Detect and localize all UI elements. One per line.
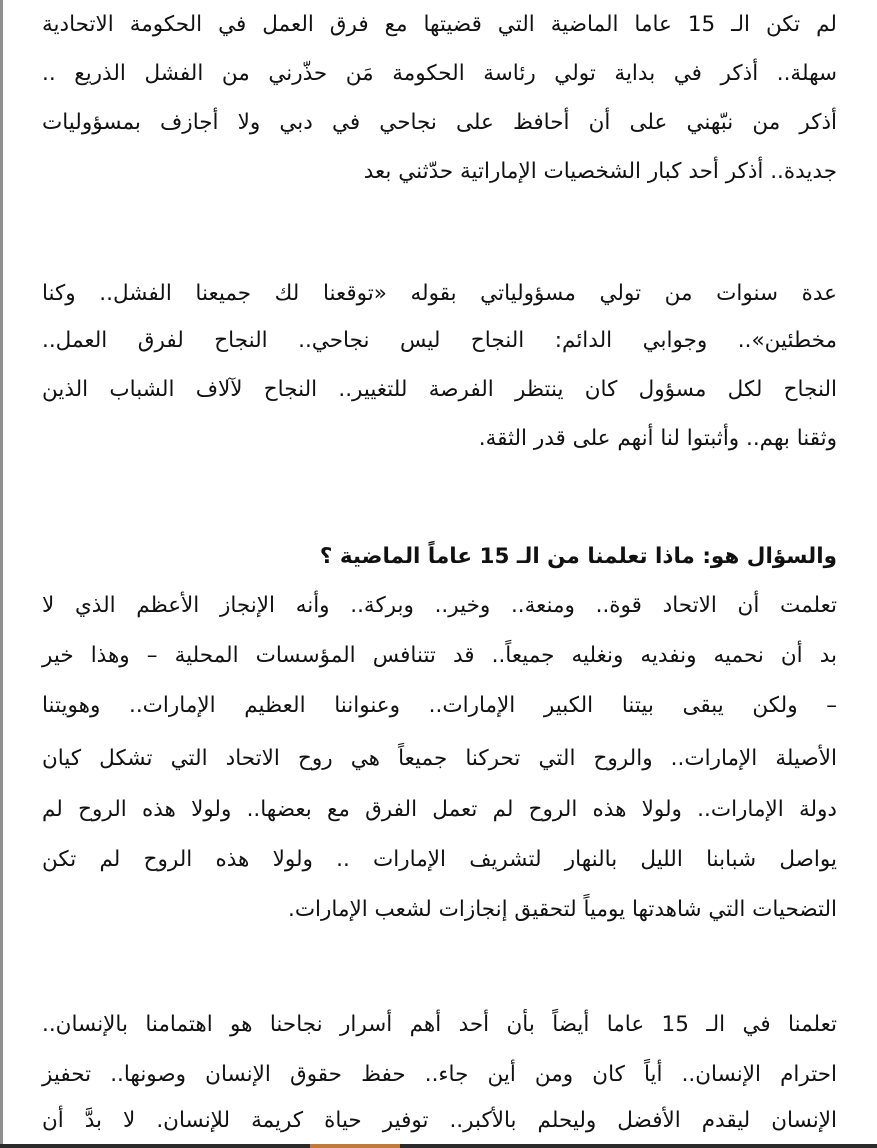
paragraph-1-line-4: جديدة.. أذكر أحد كبار الشخصيات الإماراتية حدّثني بعد [363, 159, 837, 184]
paragraph-3-line-4: الأصيلة الإمارات.. والروح التي تحركنا جميعاً هي روح الاتحاد التي تشكل كيان [42, 746, 837, 771]
scroll-progress-indicator[interactable] [310, 1144, 400, 1148]
paragraph-4-line-2: احترام الإنسان.. أياً كان ومن أين جاء.. حفظ حقوق الإنسان وصونها.. تحفيز [42, 1062, 837, 1087]
paragraph-4-line-3: الإنسان ليقدم الأفضل وليحلم بالأكبر.. توفير حياة كريمة للإنسان. لا بدَّ أن [42, 1108, 837, 1133]
paragraph-2-line-4: وثقنا بهم.. وأثبتوا لنا أنهم على قدر الثقة. [478, 426, 837, 451]
paragraph-3-line-3: – ولكن يبقى بيتنا الكبير الإمارات.. وعنواننا العظيم الإمارات.. وهويتنا [42, 693, 837, 718]
page-left-border [0, 0, 3, 1148]
paragraph-3-line-6: يواصل شبابنا الليل بالنهار لتشريف الإمارات .. ولولا هذه الروح لم تكن [42, 847, 837, 872]
paragraph-1-line-2: سهلة.. أذكر في بداية تولي رئاسة الحكومة مَن حذّرني من الفشل الذريع .. [42, 61, 837, 86]
paragraph-3-line-1: تعلمت أن الاتحاد قوة.. ومنعة.. وخير.. وبركة.. وأنه الإنجاز الأعظم الذي لا [42, 593, 837, 618]
paragraph-3-line-5: دولة الإمارات.. ولولا هذه الروح لم تعمل الفرق مع بعضها.. ولولا هذه الروح لم [42, 797, 837, 822]
paragraph-3-line-7: التضحيات التي شاهدتها يومياً لتحقيق إنجازات لشعب الإمارات. [287, 897, 837, 922]
section-heading: والسؤال هو: ماذا تعلمنا من الـ 15 عاماً الماضية ؟ [319, 544, 837, 569]
paragraph-2-line-3: النجاح لكل مسؤول كان ينتظر الفرصة للتغيير.. النجاح لآلاف الشباب الذين [42, 377, 837, 402]
paragraph-1-line-1: لم تكن الـ 15 عاما الماضية التي قضيتها مع فرق العمل في الحكومة الاتحادية [42, 12, 837, 37]
paragraph-1-line-3: أذكر من نبّهني على أن أحافظ على نجاحي في دبي ولا أجازف بمسؤوليات [42, 110, 837, 135]
paragraph-2-line-1: عدة سنوات من تولي مسؤولياتي بقوله «توقعنا لك جميعنا الفشل.. وكنا [42, 281, 837, 306]
bottom-scroll-bar[interactable] [0, 1144, 877, 1148]
paragraph-2-line-2: مخطئين».. وجوابي الدائم: النجاح ليس نجاحي.. النجاح لفرق العمل.. [42, 328, 837, 353]
paragraph-4-line-1: تعلمنا في الـ 15 عاما أيضاً بأن أحد أهم أسرار نجاحنا هو اهتمامنا بالإنسان.. [42, 1012, 837, 1037]
paragraph-3-line-2: بد أن نحميه ونفديه ونغليه جميعاً.. قد تتنافس المؤسسات المحلية – وهذا خير [42, 643, 837, 668]
